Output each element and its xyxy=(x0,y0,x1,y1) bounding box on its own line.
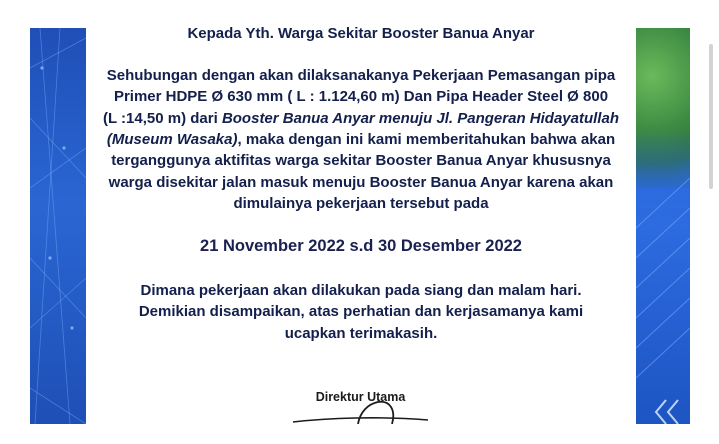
work-date-range: 21 November 2022 s.d 30 Desember 2022 xyxy=(200,237,522,255)
body-line-2: Primer HDPE Ø 630 mm ( L : 1.124,60 m) Dan Pipa Header Steel Ø 800 xyxy=(113,88,609,105)
body-line-5: terganggunya aktifitas warga sekitar Booster Banua Anyar khususnya xyxy=(111,152,611,169)
body-line-1: Sehubungan dengan akan dilaksanakanya Pekerjaan Pemasangan pipa xyxy=(106,67,616,84)
body-line-3-route: Booster Banua Anyar menuju Jl. Pangeran Hidayatullah xyxy=(221,110,619,127)
closing-line-1: Dimana pekerjaan akan dilakukan pada siang dan malam hari. xyxy=(140,282,582,299)
body-line-4 xyxy=(86,129,636,151)
diagonal-lines-decoration xyxy=(636,28,690,424)
body-line-3 xyxy=(86,108,636,130)
body-line-6: warga disekitar jalan masuk menuju Booster Banua Anyar karena akan xyxy=(108,174,614,191)
body-line-4-suffix: , maka dengan ini kami memberitahukan bahwa akan xyxy=(237,131,616,148)
signature-block xyxy=(288,390,433,424)
body-line-7: dimulainya pekerjaan tersebut pada xyxy=(233,195,489,212)
closing-line-2: Demikian disampaikan, atas perhatian dan kerjasamanya kami xyxy=(138,303,584,320)
signature-title: Direktur Utama xyxy=(315,390,406,404)
body-line-4-museum: (Museum Wasaka) xyxy=(106,131,238,148)
scrollbar-thumb[interactable] xyxy=(709,44,713,189)
body-line-3-prefix: (L :14,50 m) dari xyxy=(103,110,222,127)
network-lines-decoration xyxy=(30,28,86,424)
left-decorative-panel xyxy=(30,28,86,424)
closing-line-3: ucapkan terimakasih. xyxy=(284,325,438,342)
right-decorative-panel xyxy=(636,28,690,424)
handwritten-signature xyxy=(288,390,433,424)
bottom-margin xyxy=(0,424,719,444)
letter-greeting: Kepada Yth. Warga Sekitar Booster Banua Anyar xyxy=(187,25,535,42)
letter-document xyxy=(86,25,636,424)
